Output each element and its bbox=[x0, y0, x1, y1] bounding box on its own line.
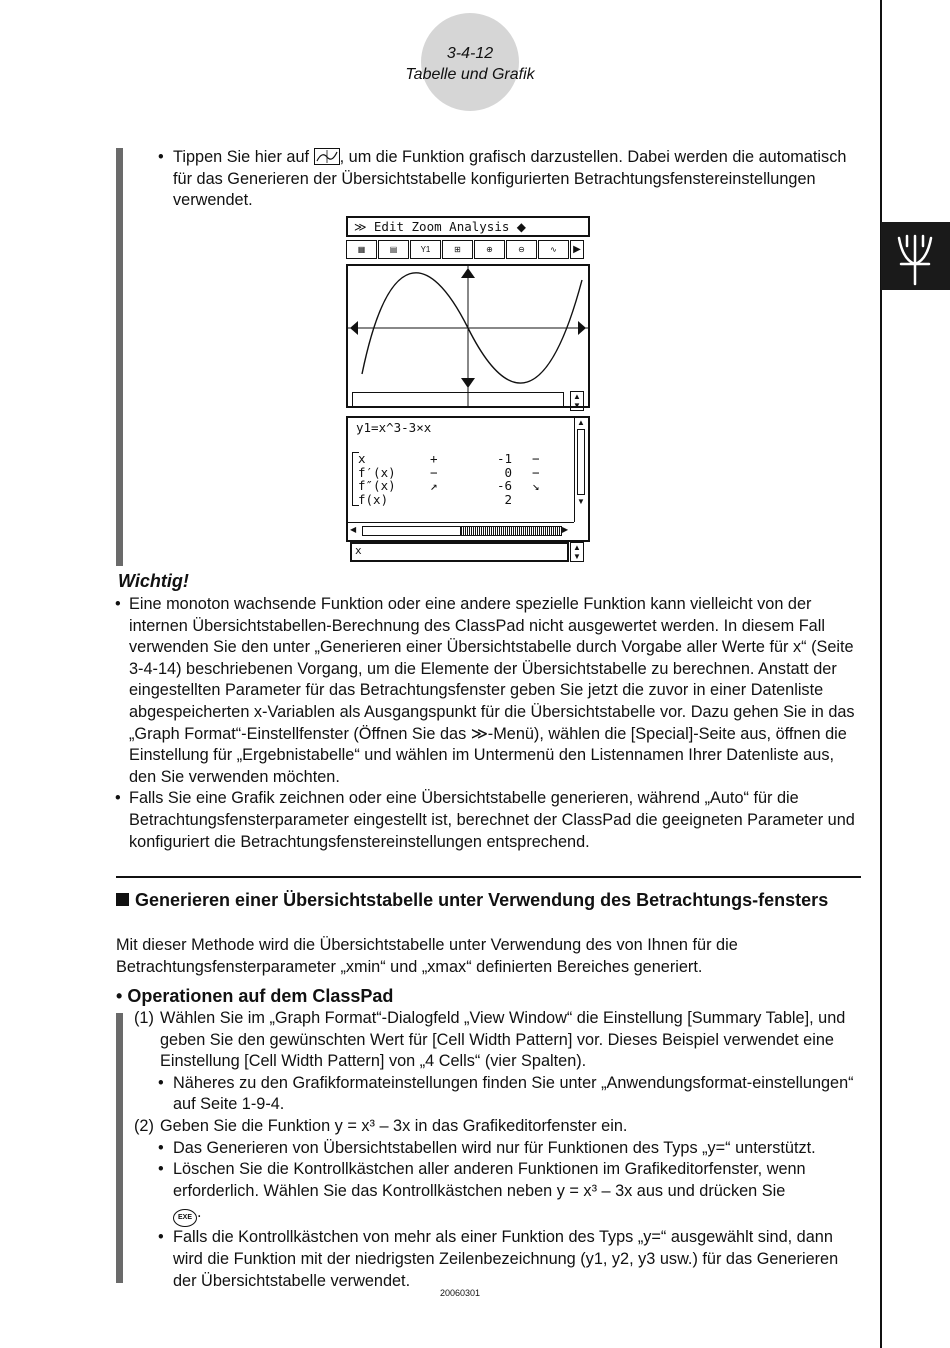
section-title bbox=[116, 889, 861, 912]
horizontal-scrollbar[interactable] bbox=[348, 522, 574, 539]
operations-margin-bar bbox=[116, 1013, 123, 1283]
table-col-3 bbox=[532, 452, 540, 493]
exe-key-icon: EXE bbox=[173, 1209, 197, 1227]
toolbar-next-icon[interactable]: ▶ bbox=[570, 240, 584, 259]
footer-code: 20060301 bbox=[440, 1288, 481, 1298]
toolbar bbox=[346, 239, 590, 259]
table-cell: + bbox=[430, 451, 438, 466]
bullet-dot-icon: • bbox=[116, 986, 123, 1006]
section-title-text: Generieren einer Übersichtstabelle unter Verwendung des Betrachtungs-fensters bbox=[135, 890, 829, 910]
table-cell: ↗ bbox=[430, 478, 438, 493]
graph-button-icon bbox=[314, 148, 340, 165]
step-1-text: Wählen Sie im „Graph Format“-Dialogfeld „View Window“ die Einstellung [Summary Table], und geben Sie den gewünschten Wert für [Cell Width Pattern] vor. Dieses Beispiel verwendet eine Einstellung [Cell Width Pattern] von „4 Cells“ (vier Spalten). bbox=[160, 1009, 846, 1071]
row-label-f2: f″(x) bbox=[358, 478, 396, 493]
page-number: 3-4-12 bbox=[446, 45, 494, 62]
step-1-number: (1) bbox=[134, 1009, 154, 1027]
zoom-box-icon[interactable]: ⊞ bbox=[442, 240, 473, 259]
section-divider bbox=[116, 876, 861, 878]
important-bullet-2: • Falls Sie eine Grafik zeichnen oder eine Übersichtstabelle generieren, während „Auto“ für die Betrachtungsfensterparameter eingestellt ist, berechnet der ClassPad die geeigneten Parameter und konfiguriert die Betrachtungsfenstereinstellungen entsprechend. bbox=[115, 788, 861, 853]
table-cell: − bbox=[532, 464, 540, 480]
step-2-note-2: • Löschen Sie die Kontrollkästchen aller anderen Funktionen im Grafikeditorfenster, wenn erforderlich. Wählen Sie das Kontrollkästchen neben y = x³ – 3x aus und drücken Sie EXE . bbox=[158, 1159, 861, 1227]
step-2 bbox=[134, 1116, 861, 1292]
step-2-note-3: • Falls die Kontrollkästchen von mehr als einer Funktion des Typs „y=“ ausgewählt sind, dann wird die Funktion mit der niedrigsten Zeilenbezeichnung (y1, y2, y3 usw.) für das Generieren der Übersichtstabelle verwendet. bbox=[158, 1227, 861, 1292]
intro-text-before: Tippen Sie hier auf bbox=[173, 148, 310, 166]
trace-icon[interactable]: ∿ bbox=[538, 240, 569, 259]
step-2-note-1: • Das Generieren von Übersichtstabellen wird nur für Funktionen des Typs „y=“ unterstützt. bbox=[158, 1138, 861, 1160]
scroll-left-icon[interactable]: ◀ bbox=[350, 525, 357, 534]
menu-label[interactable]: Edit Zoom Analysis bbox=[373, 219, 510, 234]
bottom-entry-row bbox=[346, 540, 590, 564]
table-window[interactable] bbox=[346, 416, 590, 542]
important-notes bbox=[115, 594, 861, 853]
important-bullet-1: • Eine monoton wachsende Funktion oder eine andere spezielle Funktion kann vielleicht von der internen Übersichtstabellen-Berechnung des ClassPad nicht ausgewertet werden. In diesem Fall verwenden Sie den unter „Generieren einer Übersichtstabelle durch Vorgabe aller Werte für x“ (Seite 3-4-14) beschriebenen Vorgang, um die Elemente der Übersichtstabelle zu berechnen. Anstatt der eingestellten Parameter für das Betrachtungsfenster geben Sie jetzt die zuvor in einer Datenliste abgespeicherten x-Variablen als Ausgangspunkt für die Übersichtstabelle vor. Dazu gehen Sie in das „Graph Format“-Einstellfenster (Öffnen Sie das ≫-Menü), wählen die [Special]-Seite aus, öffnen die Einstellung für „Ergebnistabelle“ und wählen im Untermenü den Listennamen Ihrer Datenliste aus, den Sie verwenden möchten. bbox=[115, 594, 861, 788]
operations-title-text: Operationen auf dem ClassPad bbox=[127, 986, 394, 1006]
table-cell: -1 bbox=[496, 451, 512, 466]
row-label-x: x bbox=[358, 451, 366, 466]
step-2-number: (2) bbox=[134, 1116, 154, 1135]
intro-bullet bbox=[158, 147, 861, 212]
operations-steps bbox=[134, 1008, 861, 1292]
table-cell: ↘ bbox=[532, 478, 540, 493]
scroll-up-icon[interactable]: ▲ bbox=[577, 418, 585, 427]
graph-window[interactable] bbox=[346, 264, 590, 408]
graph-plot bbox=[348, 266, 588, 406]
step-2-text: Geben Sie die Funktion y = x³ – 3x in das Grafikeditorfenster ein. bbox=[160, 1116, 628, 1135]
right-margin-line bbox=[880, 0, 882, 1348]
y-list-icon[interactable]: Y1 bbox=[410, 240, 441, 259]
h-scroll-track[interactable] bbox=[460, 526, 562, 536]
graph-input-row bbox=[346, 390, 590, 412]
table-col-1 bbox=[430, 452, 438, 493]
scroll-down-icon[interactable]: ▼ bbox=[577, 497, 585, 506]
table-cell: 0 bbox=[504, 464, 512, 480]
step-2-note-2-text: Löschen Sie die Kontrollkästchen aller anderen Funktionen im Grafikeditorfenster, wenn erforderlich. Wählen Sie das Kontrollkästchen neben y = x³ – 3x aus und drücken Sie bbox=[173, 1160, 806, 1200]
important-title: Wichtig! bbox=[118, 571, 189, 591]
table-cell: -6 bbox=[496, 478, 512, 493]
row-labels bbox=[358, 452, 396, 506]
graph-table-icon bbox=[881, 222, 950, 290]
zoom-in-icon[interactable]: ⊕ bbox=[474, 240, 505, 259]
chapter-tab bbox=[881, 222, 950, 290]
graph-entry-field[interactable] bbox=[352, 392, 564, 408]
square-bullet-icon bbox=[116, 893, 129, 906]
menu-chevron-icon[interactable]: ≫ bbox=[354, 220, 367, 234]
bottom-entry-field[interactable]: x bbox=[350, 542, 569, 562]
bottom-scroll-arrows-icon[interactable]: ▲ ▼ bbox=[570, 542, 584, 562]
row-label-f: f(x) bbox=[358, 491, 389, 507]
vertical-scrollbar[interactable] bbox=[574, 418, 587, 522]
graph-scroll-arrows-icon[interactable]: ▲ ▼ bbox=[570, 391, 584, 411]
scroll-thumb[interactable] bbox=[577, 429, 585, 495]
left-margin-bar bbox=[116, 148, 123, 566]
section-header: Tabelle und Grafik bbox=[405, 66, 535, 83]
operations-title bbox=[116, 986, 393, 1007]
table-settings-icon[interactable]: ▤ bbox=[378, 240, 409, 259]
h-scroll-thumb[interactable] bbox=[362, 526, 462, 536]
table-col-2 bbox=[476, 452, 512, 506]
step-1 bbox=[134, 1008, 861, 1116]
calculator-screenshot bbox=[346, 216, 590, 566]
expression-line: y1=x^3-3×x bbox=[356, 420, 432, 435]
zoom-out-icon[interactable]: ⊖ bbox=[506, 240, 537, 259]
intro-text-after: , um die Funktion grafisch darzustellen. Dabei werden die automatisch für das Generieren der Übersichtstabelle konfigurierten Betrachtungsfenstereinstellungen verwendet. bbox=[173, 148, 847, 210]
scroll-right-icon[interactable]: ▶ bbox=[562, 525, 569, 534]
section-intro: Mit dieser Methode wird die Übersichtstabelle unter Verwendung des von Ihnen für die Betrachtungsfensterparameter „xmin“ und „xmax“ definierten Bereiches generiert. bbox=[116, 936, 738, 976]
row-label-f1: f′(x) bbox=[358, 464, 396, 480]
menu-more-icon[interactable]: ◆ bbox=[516, 220, 526, 234]
step-1-note: • Näheres zu den Grafikformateinstellungen finden Sie unter „Anwendungsformat-einstellungen“ auf Seite 1-9-4. bbox=[158, 1073, 861, 1116]
menu-bar[interactable] bbox=[346, 216, 590, 237]
table-icon[interactable]: ▦ bbox=[346, 240, 377, 259]
table-cell: 2 bbox=[504, 491, 512, 507]
table-cell: − bbox=[532, 451, 540, 466]
table-cell: − bbox=[430, 464, 438, 480]
